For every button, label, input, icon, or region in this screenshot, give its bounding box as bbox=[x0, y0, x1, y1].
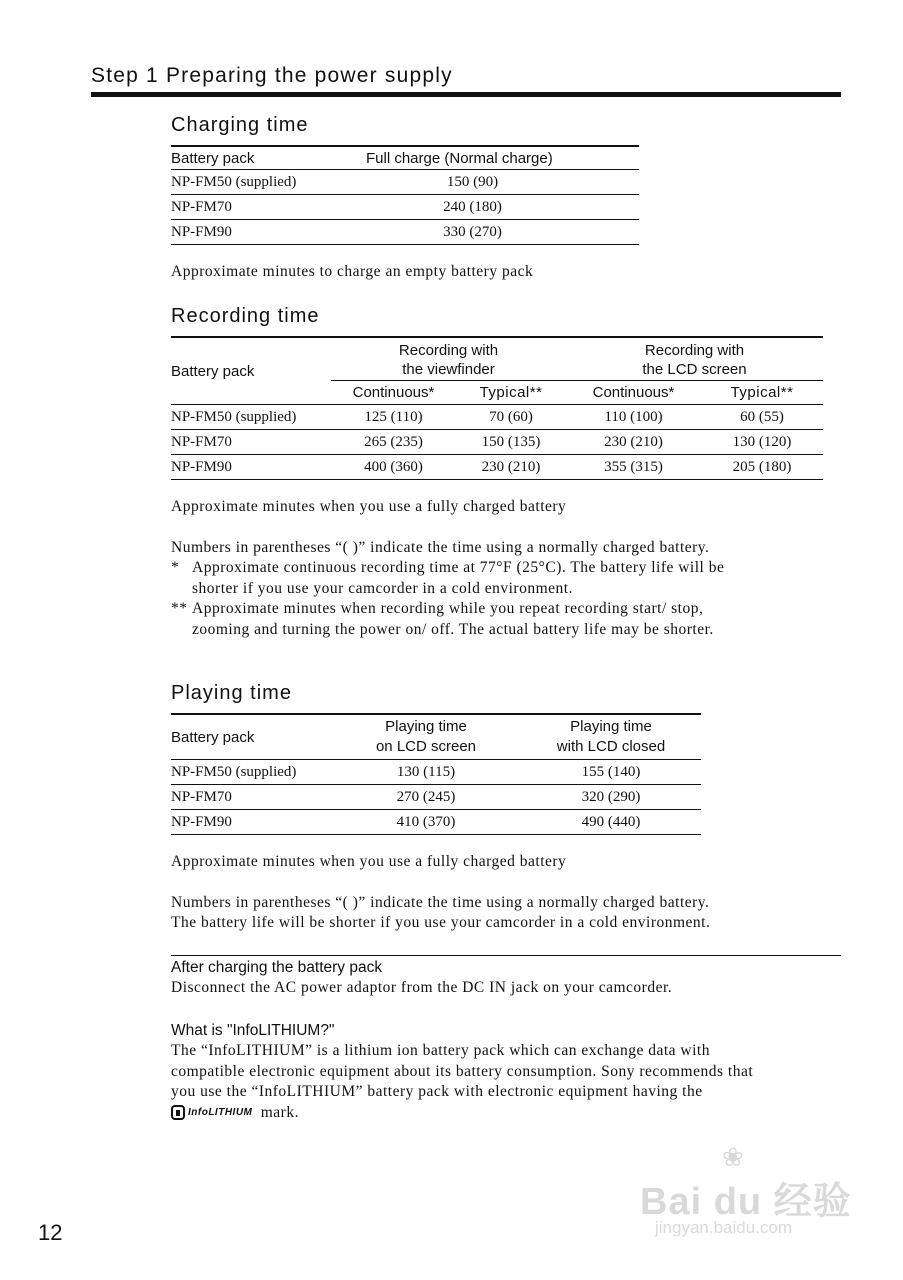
table-cell: NP-FM70 bbox=[171, 430, 331, 455]
table-cell: NP-FM90 bbox=[171, 455, 331, 480]
section-divider bbox=[171, 955, 841, 956]
after-charging-body: Disconnect the AC power adaptor from the DC IN jack on your camcorder. bbox=[171, 979, 673, 996]
after-charging-section bbox=[171, 958, 841, 999]
table-cell: NP-FM70 bbox=[171, 785, 331, 810]
table-header-cell: Battery pack bbox=[171, 146, 366, 170]
table-cell: 155 (140) bbox=[521, 760, 701, 785]
footnote-2 bbox=[171, 599, 823, 620]
table-cell: 355 (315) bbox=[566, 455, 701, 480]
recording-paren-note: Numbers in parentheses “( )” indicate the time using a normally charged battery. bbox=[171, 538, 710, 556]
table-row bbox=[171, 195, 639, 220]
table-row bbox=[171, 810, 701, 835]
header-rule bbox=[91, 92, 841, 97]
playing-note: Approximate minutes when you use a fully charged battery bbox=[171, 853, 567, 870]
playing-section bbox=[171, 681, 710, 934]
infolithium-section bbox=[171, 1021, 841, 1123]
playing-paren-note: Numbers in parentheses “( )” indicate the time using a normally charged battery. bbox=[171, 893, 710, 911]
infolithium-line bbox=[171, 1103, 841, 1124]
footnote-text: Approximate minutes when recording while you repeat recording start/ stop, bbox=[192, 600, 704, 617]
charging-note: Approximate minutes to charge an empty battery pack bbox=[171, 263, 534, 280]
table-cell: 330 (270) bbox=[366, 220, 639, 245]
group-label-line: the viewfinder bbox=[402, 360, 495, 378]
table-cell: 410 (370) bbox=[331, 810, 521, 835]
table-cell: NP-FM50 (supplied) bbox=[171, 760, 331, 785]
table-row bbox=[171, 455, 823, 480]
infolithium-line: you use the “InfoLITHIUM” battery pack with electronic equipment having the bbox=[171, 1083, 703, 1100]
playing-cold-note: The battery life will be shorter if you use your camcorder in a cold environment. bbox=[171, 914, 711, 931]
table-cell: 490 (440) bbox=[521, 810, 701, 835]
header-line: on LCD screen bbox=[375, 738, 477, 755]
table-cell: NP-FM90 bbox=[171, 220, 366, 245]
table-cell: 320 (290) bbox=[521, 785, 701, 810]
group-label-line: the LCD screen bbox=[642, 360, 747, 378]
footnote-2-cont: zooming and turning the power on/ off. The actual battery life may be shorter. bbox=[192, 620, 714, 638]
infolithium-mark-text: mark. bbox=[260, 1103, 299, 1121]
after-charging-heading: After charging the battery pack bbox=[171, 959, 383, 976]
table-header-cell: Typical** bbox=[701, 380, 823, 405]
table-row bbox=[171, 220, 639, 245]
recording-table bbox=[171, 336, 823, 480]
table-row bbox=[171, 170, 639, 195]
table-cell: NP-FM50 (supplied) bbox=[171, 405, 331, 430]
table-cell: 130 (120) bbox=[701, 430, 823, 455]
table-header-cell bbox=[521, 714, 701, 760]
table-cell: 230 (210) bbox=[566, 430, 701, 455]
watermark-brand: Bai du 经验 bbox=[640, 1181, 852, 1223]
table-cell: NP-FM70 bbox=[171, 195, 366, 220]
group-label-line: Recording with bbox=[644, 341, 745, 359]
infolithium-heading: What is "InfoLITHIUM?" bbox=[171, 1022, 335, 1039]
table-header-cell: Typical** bbox=[456, 380, 566, 405]
table-header-cell bbox=[171, 380, 331, 405]
table-cell: 150 (90) bbox=[366, 170, 639, 195]
table-header-cell: Battery pack bbox=[171, 714, 331, 760]
header-title: Step 1 Preparing the power supply bbox=[91, 64, 453, 87]
group-label-line: Recording with bbox=[398, 341, 499, 359]
table-header-cell: Continuous* bbox=[331, 380, 456, 405]
table-cell: 205 (180) bbox=[701, 455, 823, 480]
footnote-text: Approximate continuous recording time at 77°F (25°C). The battery life will be bbox=[192, 559, 725, 576]
recording-note: Approximate minutes when you use a fully charged battery bbox=[171, 498, 567, 515]
table-cell: 240 (180) bbox=[366, 195, 639, 220]
playing-title: Playing time bbox=[171, 682, 292, 704]
playing-table bbox=[171, 713, 701, 835]
table-cell: 270 (245) bbox=[331, 785, 521, 810]
header-line: with LCD closed bbox=[556, 738, 666, 755]
recording-section bbox=[171, 304, 823, 640]
charging-title: Charging time bbox=[171, 114, 309, 136]
table-cell: 265 (235) bbox=[331, 430, 456, 455]
table-header-cell: Full charge (Normal charge) bbox=[366, 146, 639, 170]
footnote-1 bbox=[171, 558, 823, 579]
infolithium-line: The “InfoLITHIUM” is a lithium ion battery pack which can exchange data with bbox=[171, 1042, 710, 1059]
footnote-mark: * bbox=[171, 559, 180, 576]
footnote-mark: ** bbox=[171, 600, 188, 617]
table-header-row bbox=[171, 714, 701, 760]
header-line: Playing time bbox=[570, 718, 652, 735]
page-header bbox=[91, 63, 841, 97]
table-cell: 150 (135) bbox=[456, 430, 566, 455]
table-cell: 400 (360) bbox=[331, 455, 456, 480]
table-subheader-row bbox=[171, 380, 823, 405]
page-number: 12 bbox=[38, 1220, 63, 1245]
watermark-url: jingyan.baidu.com bbox=[655, 1218, 793, 1237]
table-cell: 60 (55) bbox=[701, 405, 823, 430]
table-row bbox=[171, 430, 823, 455]
table-cell: 125 (110) bbox=[331, 405, 456, 430]
table-cell: NP-FM50 (supplied) bbox=[171, 170, 366, 195]
table-header-group bbox=[331, 337, 566, 380]
table-header-row bbox=[171, 146, 639, 170]
infolithium-logo-text: InfoLITHIUM bbox=[188, 1106, 253, 1118]
infolithium-line: compatible electronic equipment about its battery consumption. Sony recommends that bbox=[171, 1062, 754, 1080]
table-header-cell bbox=[331, 714, 521, 760]
table-cell: 130 (115) bbox=[331, 760, 521, 785]
infolithium-logo bbox=[171, 1103, 252, 1124]
table-row bbox=[171, 405, 823, 430]
table-cell: 110 (100) bbox=[566, 405, 701, 430]
table-cell: NP-FM90 bbox=[171, 810, 331, 835]
table-row bbox=[171, 785, 701, 810]
table-cell: 230 (210) bbox=[456, 455, 566, 480]
charging-table bbox=[171, 145, 639, 245]
table-cell: 70 (60) bbox=[456, 405, 566, 430]
table-row bbox=[171, 760, 701, 785]
header-line: Playing time bbox=[385, 718, 467, 735]
table-header-cell: Continuous* bbox=[566, 380, 701, 405]
table-header-cell: Battery pack bbox=[171, 363, 255, 380]
table-header-group bbox=[566, 337, 823, 380]
table-header-row bbox=[171, 337, 823, 380]
footnote-1-cont: shorter if you use your camcorder in a cold environment. bbox=[192, 579, 573, 597]
paw-icon: ❀ bbox=[722, 1142, 744, 1172]
charging-section bbox=[171, 113, 639, 283]
info-icon bbox=[171, 1105, 185, 1120]
recording-title: Recording time bbox=[171, 305, 320, 327]
